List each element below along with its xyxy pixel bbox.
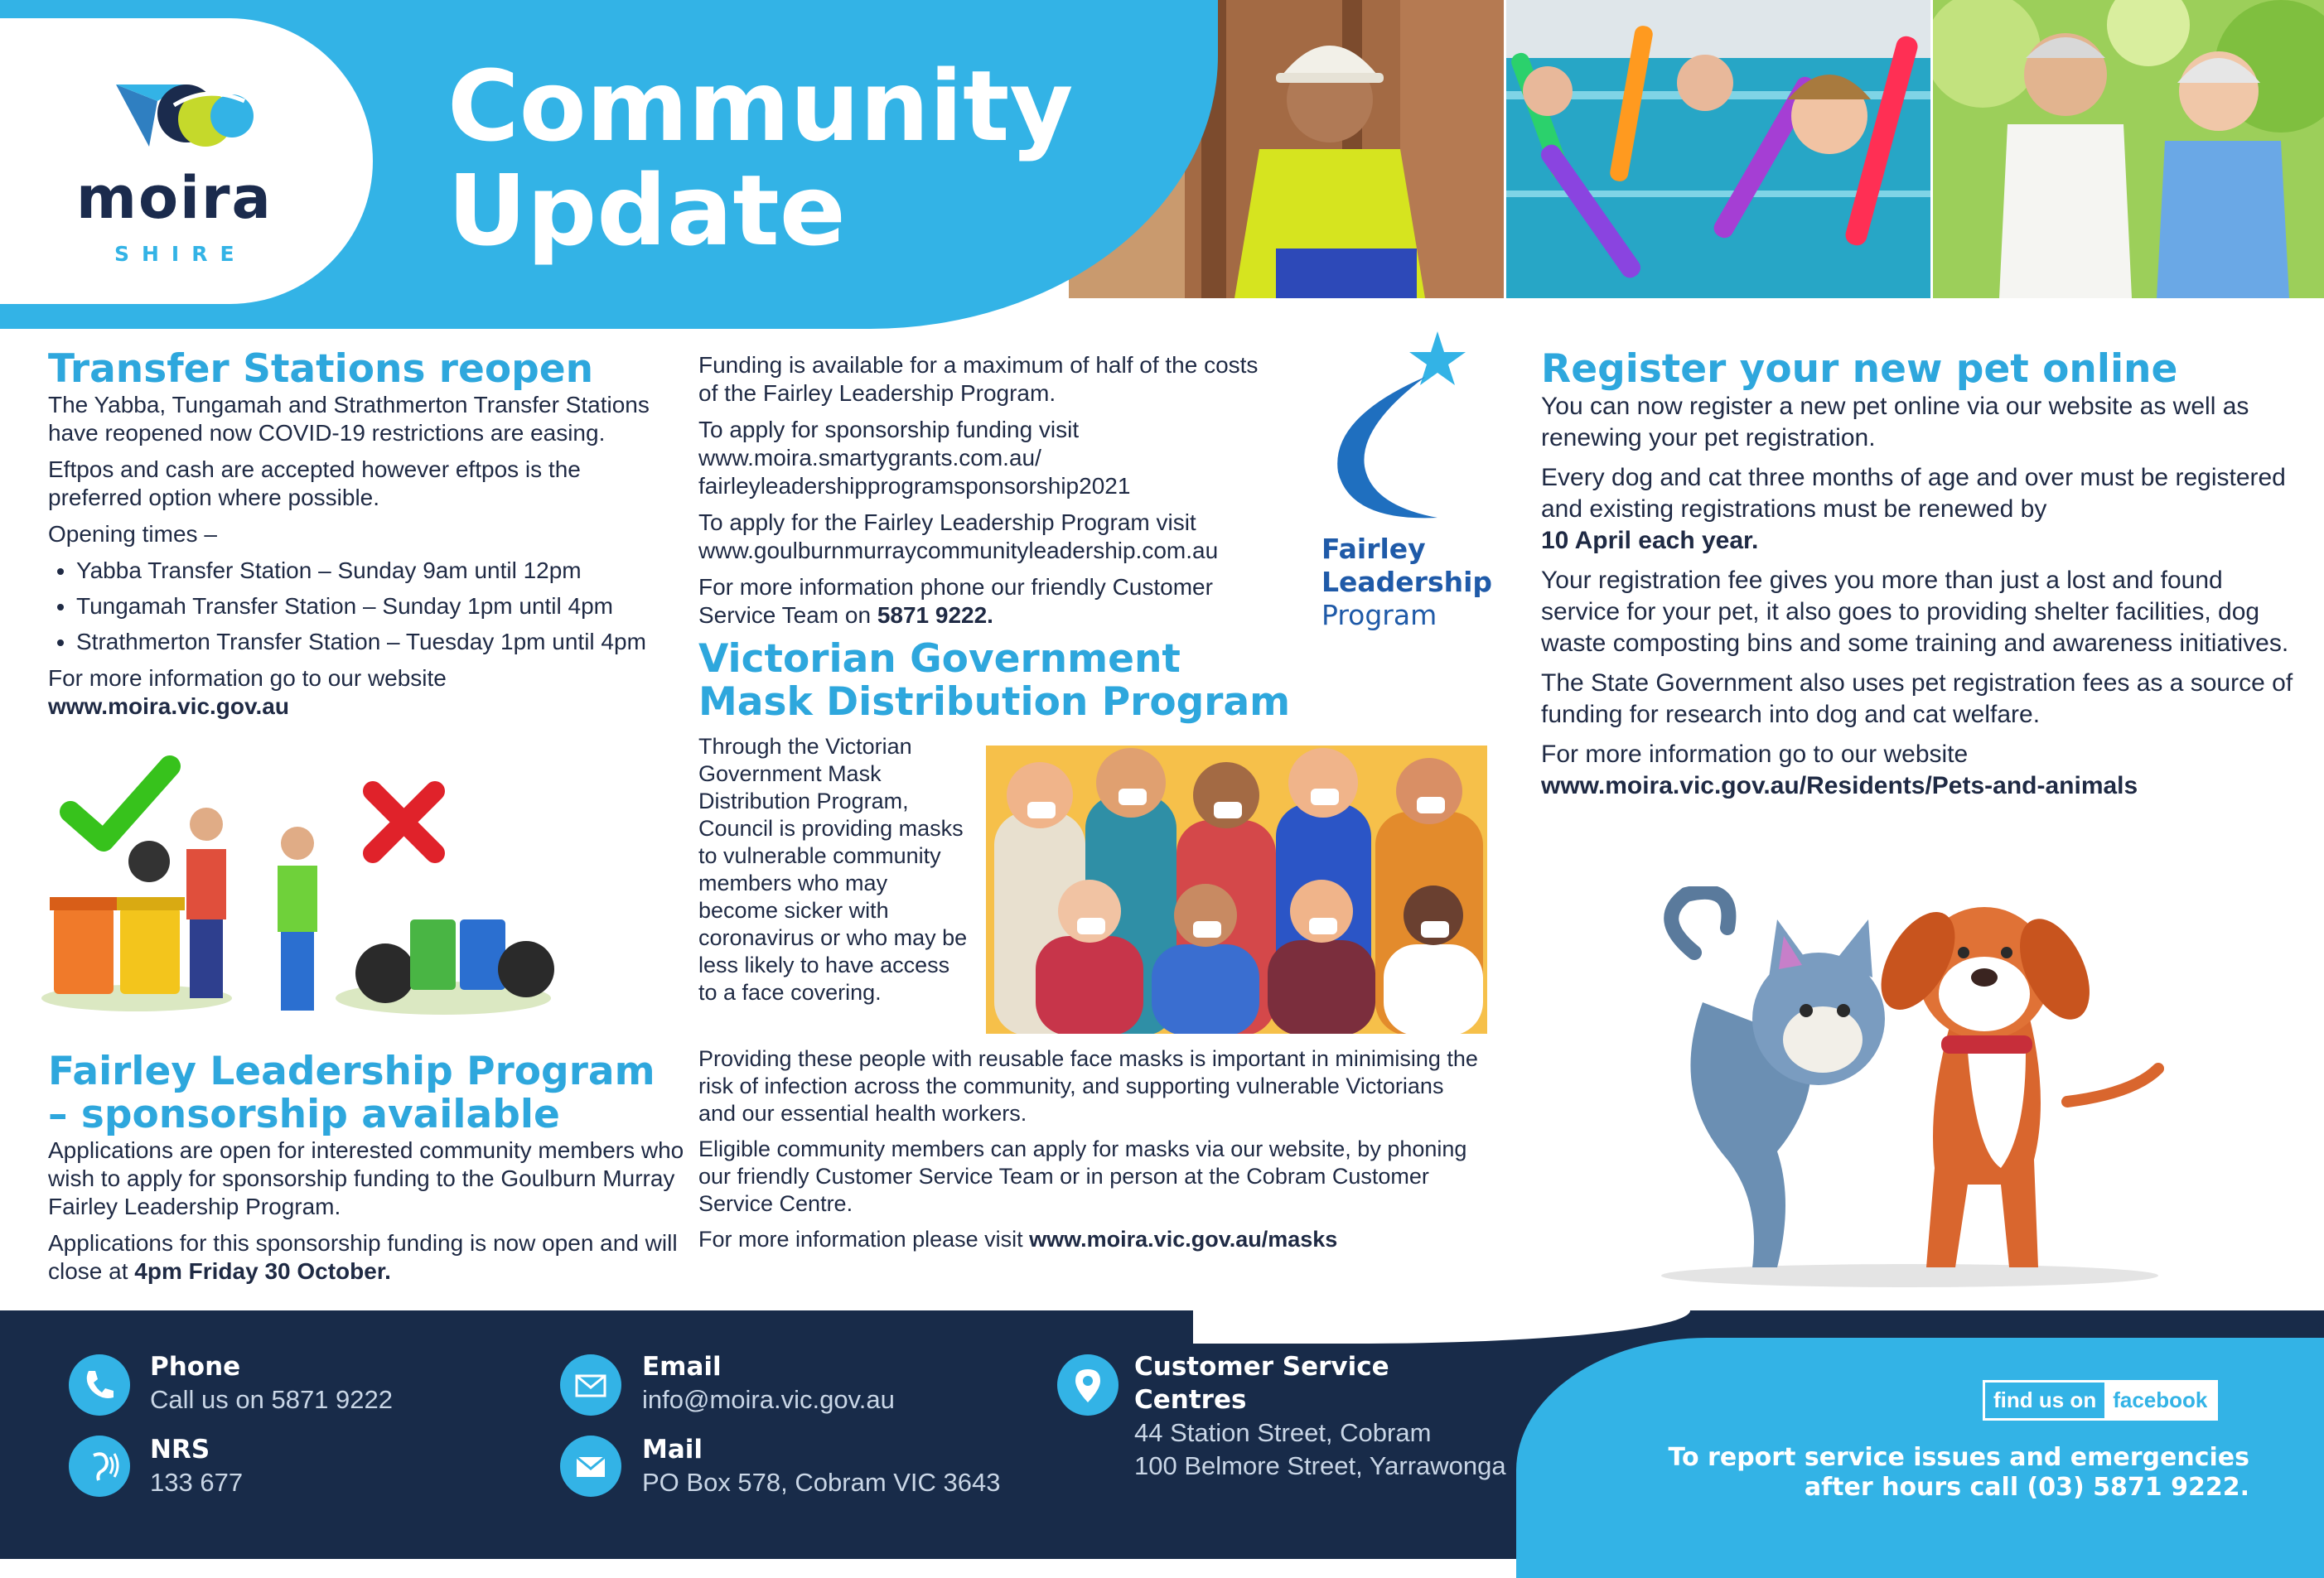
mask-p2: Providing these people with reusable face masks is important in minimising the risk of infection across the community, and supporting vulnerable Victorians and our essential health workers.	[698, 1046, 1478, 1126]
pets-p2	[1541, 462, 2303, 557]
centres-label	[1134, 1350, 1389, 1416]
fairley-phone: 5871 9222.	[877, 602, 993, 628]
fairley-p5-line1: To apply for the Fairley Leadership Program visit	[698, 509, 1196, 535]
phone-label: Phone	[150, 1352, 241, 1382]
fairley-p5	[698, 509, 1278, 565]
mask-intro	[698, 733, 968, 1015]
list-item: • Yabba Transfer Station – Sunday 9am until 12pm	[76, 557, 678, 585]
gmcl-link[interactable]: www.goulburnmurraycommunityleadership.com.au	[698, 538, 1219, 563]
list-item: • Strathmerton Transfer Station – Tuesday 1pm until 4pm	[76, 628, 678, 656]
transfer-section	[48, 348, 678, 729]
fairley-p3: Funding is available for a maximum of half of the costs of the Fairley Leadership Program.	[698, 352, 1259, 406]
email-address[interactable]: info@moira.vic.gov.au	[642, 1385, 895, 1414]
masked-crowd-illustration	[986, 746, 1487, 1034]
fairley-heading-line1: Fairley Leadership Program	[48, 1049, 655, 1094]
transfer-link-wrap	[48, 692, 678, 721]
report-line1: To report service issues and emergencies	[1668, 1443, 2249, 1472]
logo-wordmark: moira	[76, 164, 273, 232]
couple-image	[1933, 0, 2324, 298]
location-pin-icon	[1057, 1354, 1119, 1416]
masks-link[interactable]: www.moira.vic.gov.au/masks	[1029, 1227, 1338, 1252]
fairley-close-date: 4pm Friday 30 October.	[134, 1258, 391, 1284]
mail-label: Mail	[642, 1435, 703, 1465]
centres-addresses	[1134, 1416, 1506, 1483]
fairley-p6	[698, 573, 1278, 630]
hearing-icon	[69, 1436, 130, 1497]
fairley-p2-text: Applications for this sponsorship funding is now open and will close at	[48, 1230, 678, 1284]
fairley-p1: Applications are open for interested community members who wish to apply for sponsorship funding to the Goulburn Murray Fairley Leadership Program.	[48, 1137, 684, 1219]
fairley-p4-line1: To apply for sponsorship funding visit	[698, 417, 1080, 442]
pets-heading: Register your new pet online	[1541, 346, 2178, 392]
fairley-logo-line3: Program	[1321, 599, 1437, 631]
fairley-heading-line2: – sponsorship available	[48, 1092, 560, 1137]
mail-address: PO Box 578, Cobram VIC 3643	[642, 1468, 1001, 1497]
transfer-website-link[interactable]: www.moira.vic.gov.au	[48, 693, 289, 719]
mask-p3: Eligible community members can apply for masks via our website, by phoning our friendly Customer Service Team or in person at the Cobram Customer Service Centre.	[698, 1136, 1467, 1216]
mail-icon	[560, 1436, 621, 1497]
star-swoosh-icon	[1313, 327, 1487, 534]
pets-section	[1541, 348, 2303, 810]
moira-logo-icon	[108, 68, 257, 159]
email-icon	[560, 1354, 621, 1416]
cat-and-dog-illustration	[1636, 886, 2183, 1292]
nrs-number[interactable]: 133 677	[150, 1468, 244, 1497]
transfer-p4: For more information go to our website	[48, 665, 447, 691]
list-item: • Tungamah Transfer Station – Sunday 1pm until 4pm	[76, 592, 678, 620]
pets-p1: You can now register a new pet online via our website as well as renewing your pet registration.	[1541, 393, 2249, 451]
photo-pool	[1506, 0, 1930, 298]
nrs-label: NRS	[150, 1435, 210, 1465]
opening-times-list	[48, 557, 678, 656]
email-label: Email	[642, 1352, 722, 1382]
mask-p4-text: For more information please visit	[698, 1227, 1030, 1252]
page-title	[447, 49, 1074, 268]
fairley-section	[48, 1050, 686, 1294]
centres-label-line1: Customer Service	[1134, 1352, 1389, 1382]
logo-panel	[0, 18, 373, 304]
pets-p5: For more information go to our website	[1541, 741, 1969, 768]
mask-heading-line1: Victorian Government	[698, 636, 1181, 682]
fairley-continued	[698, 351, 1278, 638]
title-line1: Community	[447, 49, 1074, 163]
fairley-logo-line2: Leadership	[1321, 566, 1493, 598]
pets-link-wrap	[1541, 770, 2303, 802]
transfer-p1: The Yabba, Tungamah and Strathmerton Transfer Stations have reopened now COVID-19 restrictions are easing.	[48, 392, 650, 446]
centres-label-line2: Centres	[1134, 1385, 1247, 1415]
fairley-p6-text: For more information phone our friendly Customer Service Team on	[698, 574, 1213, 628]
pool-image	[1506, 0, 1930, 298]
mask-heading	[698, 638, 1312, 724]
mask-heading-line2: Mask Distribution Program	[698, 679, 1291, 725]
mask-p4	[698, 1226, 1486, 1253]
pets-website-link[interactable]: www.moira.vic.gov.au/Residents/Pets-and-animals	[1541, 772, 2138, 799]
pets-p4: The State Government also uses pet registration fees as a source of funding for research into dog and cat welfare.	[1541, 669, 2293, 728]
report-line2: after hours call (03) 5871 9222.	[1804, 1473, 2249, 1502]
pets-p2-text: Every dog and cat three months of age and over must be registered and existing registrations must be renewed by	[1541, 464, 2286, 523]
fairley-logo-line1: Fairley	[1321, 533, 1426, 565]
fairley-heading	[48, 1050, 686, 1136]
mask-p1: Through the Victorian Government Mask Distribution Program, Council is providing masks to vulnerable community members who may become sicker with coronavirus or who may be less likely to have access to a face covering.	[698, 734, 968, 1005]
title-line2: Update	[447, 153, 846, 268]
facebook-name-text: facebook	[2104, 1383, 2215, 1418]
phone-icon	[69, 1354, 130, 1416]
pets-p3: Your registration fee gives you more than just a lost and found service for your pet, it also goes to providing shelter facilities, dog waste composting bins and some training and awareness initiatives.	[1541, 567, 2289, 657]
logo-shire: SHIRE	[114, 242, 247, 266]
centre-yarrawonga: 100 Belmore Street, Yarrawonga	[1134, 1451, 1506, 1480]
recycling-illustration	[37, 750, 568, 1027]
smartygrants-link[interactable]: www.moira.smartygrants.com.au/	[698, 445, 1041, 471]
after-hours-notice	[1624, 1443, 2249, 1503]
fairley-p4	[698, 416, 1278, 500]
centre-cobram: 44 Station Street, Cobram	[1134, 1418, 1432, 1447]
photo-couple	[1933, 0, 2324, 298]
mask-heading-wrap	[698, 638, 1312, 724]
fairley-p2	[48, 1229, 686, 1286]
pets-renewal-date: 10 April each year.	[1541, 527, 1759, 554]
phone-number[interactable]: Call us on 5871 9222	[150, 1385, 394, 1414]
fairley-logo-text	[1321, 533, 1492, 632]
transfer-heading: Transfer Stations reopen	[48, 346, 594, 392]
mask-section-body	[698, 1045, 1486, 1262]
facebook-button[interactable]	[1983, 1380, 2218, 1421]
fairley-logo	[1313, 327, 1493, 642]
transfer-p2: Eftpos and cash are accepted however eftpos is the preferred option where possible.	[48, 456, 581, 510]
facebook-find-text: find us on	[1985, 1383, 2104, 1418]
smartygrants-link-cont[interactable]: fairleyleadershipprogramsponsorship2021	[698, 473, 1131, 499]
transfer-p3: Opening times –	[48, 521, 217, 547]
